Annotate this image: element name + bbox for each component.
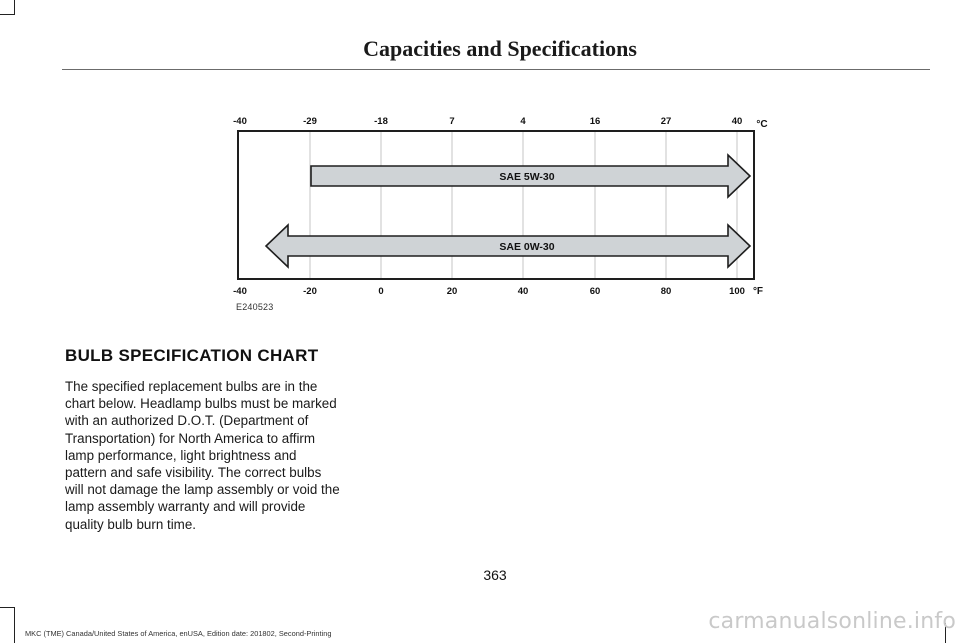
footer-edition-info: MKC (TME) Canada/United States of America, enUSA, Edition date: 201802, Second-Printing: [25, 629, 332, 638]
fahrenheit-tick-label: 60: [589, 286, 601, 297]
celsius-tick-label: -18: [374, 116, 388, 127]
page-title: Capacities and Specifications: [363, 36, 637, 61]
fahrenheit-tick-label: -40: [233, 286, 247, 297]
fahrenheit-tick-label: 0: [378, 286, 384, 297]
celsius-tick-label: 40: [731, 116, 743, 127]
celsius-tick-label: 27: [660, 116, 672, 127]
celsius-unit-label: °C: [756, 119, 768, 130]
crop-mark-bottom-left: [14, 607, 15, 643]
fahrenheit-unit-label: °F: [752, 286, 764, 297]
page-number: 363: [483, 567, 507, 583]
section-heading: BULB SPECIFICATION CHART: [65, 346, 319, 365]
crop-mark-bottom-left-h: [0, 607, 15, 608]
range-arrow-label: SAE 0W-30: [499, 241, 555, 253]
section-body: The specified replacement bulbs are in the chart below. Headlamp bulbs must be marked with an authorized D.O.T. (Department of Transportation) for North America to affirm lamp performance, light brightness and pattern and safe visibility. The correct bulbs will not damage the lamp assembly or void the lamp assembly warranty and will provide quality bulb burn time.: [65, 379, 340, 532]
celsius-tick-label: 7: [449, 116, 455, 127]
fahrenheit-tick-label: -20: [303, 286, 317, 297]
figure-id: E240523: [236, 302, 274, 312]
fahrenheit-tick-label: 20: [446, 286, 458, 297]
celsius-tick-label: -29: [303, 116, 317, 127]
fahrenheit-tick-label: 100: [729, 286, 745, 297]
celsius-tick-label: -40: [233, 116, 247, 127]
celsius-tick-label: 16: [589, 116, 601, 127]
range-arrow-label: SAE 5W-30: [499, 171, 555, 183]
fahrenheit-tick-label: 80: [660, 286, 672, 297]
watermark-logo: carmanualsonline.info: [708, 609, 956, 634]
fahrenheit-tick-label: 40: [517, 286, 529, 297]
celsius-tick-label: 4: [520, 116, 526, 127]
